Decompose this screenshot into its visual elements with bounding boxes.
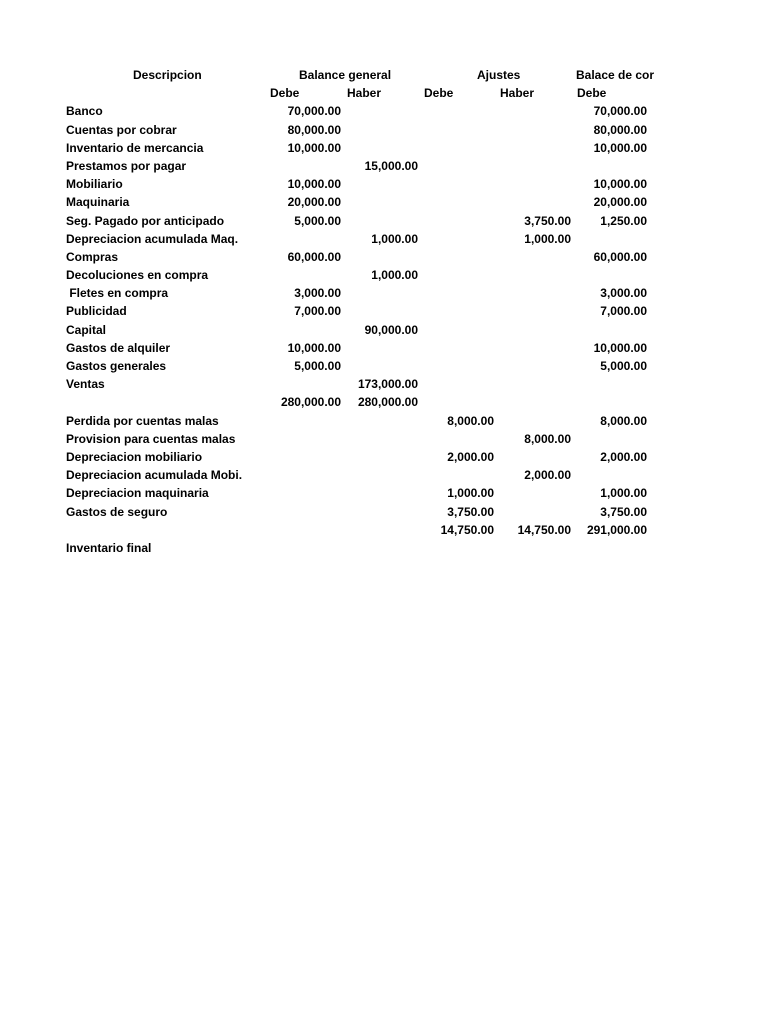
row-amount-c1: 5,000.00 (294, 213, 341, 228)
table-row (0, 284, 660, 302)
table-row (0, 212, 660, 230)
table-row (0, 248, 660, 266)
row-description: Provision para cuentas malas (66, 431, 236, 446)
row-description: Compras (66, 249, 119, 264)
table-row (0, 102, 660, 120)
row-amount-c4: 8,000.00 (524, 431, 571, 446)
table-row (0, 266, 660, 284)
row-amount-c1: 10,000.00 (287, 177, 341, 192)
row-description: Decoluciones en compra (66, 268, 209, 283)
row-description: Prestamos por pagar (66, 158, 187, 173)
row-description: Cuentas por cobrar (66, 122, 177, 137)
row-description: Gastos de seguro (66, 504, 168, 519)
row-amount-c5: 20,000.00 (593, 195, 647, 210)
table-row (0, 412, 660, 430)
header-haber-1: Haber (347, 86, 382, 101)
header-balance-comprobacion: Balace de cor (576, 68, 655, 82)
header-row-columns (0, 84, 660, 102)
table-row (0, 230, 660, 248)
row-amount-c1: 10,000.00 (287, 140, 341, 155)
header-haber-2: Haber (500, 86, 535, 101)
worksheet-table (0, 66, 660, 557)
row-amount-c1: 60,000.00 (287, 249, 341, 264)
row-amount-c3: 1,000.00 (447, 486, 494, 501)
row-amount-c2: 1,000.00 (371, 231, 418, 246)
row-amount-c5: 8,000.00 (600, 413, 647, 428)
row-amount-c5: 7,000.00 (600, 304, 647, 319)
table-row (0, 539, 660, 557)
table-row (0, 375, 660, 393)
row-amount-c4: 1,000.00 (524, 231, 571, 246)
row-amount-c1: 80,000.00 (287, 122, 341, 137)
table-row (0, 157, 660, 175)
table-row (0, 139, 660, 157)
header-debe-2: Debe (424, 86, 454, 101)
table-row (0, 484, 660, 502)
header-row-groups (0, 66, 660, 84)
row-amount-c5: 10,000.00 (593, 177, 647, 192)
row-description: Depreciacion maquinaria (66, 486, 209, 501)
row-amount-c1: 5,000.00 (294, 359, 341, 373)
row-amount-c3: 2,000.00 (447, 449, 494, 464)
row-amount-c5: 3,750.00 (600, 504, 647, 519)
table-row (0, 448, 660, 466)
table-row (0, 393, 660, 411)
table-row (0, 121, 660, 139)
row-description: Depreciacion acumulada Maq. (66, 231, 239, 246)
row-amount-c5: 5,000.00 (600, 359, 647, 373)
row-amount-c3: 3,750.00 (447, 504, 494, 519)
row-description: Capital (66, 322, 107, 337)
row-amount-c4: 14,750.00 (517, 522, 571, 537)
row-amount-c4: 3,750.00 (524, 213, 571, 228)
row-amount-c4: 2,000.00 (524, 468, 571, 483)
row-description: Inventario de mercancia (66, 140, 204, 155)
row-amount-c1: 10,000.00 (287, 340, 341, 355)
header-ajustes: Ajustes (477, 68, 521, 82)
row-description: Maquinaria (66, 195, 130, 210)
row-amount-c5: 2,000.00 (600, 449, 647, 464)
row-amount-c5: 1,000.00 (600, 486, 647, 501)
row-amount-c5: 1,250.00 (600, 213, 647, 228)
row-description: Banco (66, 104, 103, 119)
row-amount-c1: 70,000.00 (287, 104, 341, 119)
row-description: Gastos generales (66, 359, 167, 373)
row-amount-c5: 291,000.00 (586, 522, 647, 537)
row-description: Gastos de alquiler (66, 340, 171, 355)
table-row (0, 357, 660, 375)
row-amount-c3: 14,750.00 (440, 522, 494, 537)
row-description: Perdida por cuentas malas (66, 413, 219, 428)
row-amount-c1: 280,000.00 (280, 395, 341, 410)
row-amount-c2: 173,000.00 (357, 377, 418, 392)
row-description: Seg. Pagado por anticipado (66, 213, 225, 228)
row-amount-c5: 10,000.00 (593, 340, 647, 355)
header-debe-3: Debe (577, 86, 607, 101)
row-description: Mobiliario (66, 177, 123, 192)
rows-container (0, 102, 660, 557)
header-debe-1: Debe (270, 86, 300, 101)
row-amount-c5: 70,000.00 (593, 104, 647, 119)
row-amount-c2: 15,000.00 (364, 158, 418, 173)
row-amount-c5: 10,000.00 (593, 140, 647, 155)
table-row (0, 175, 660, 193)
row-description: Depreciacion acumulada Mobi. (66, 468, 243, 483)
row-amount-c2: 1,000.00 (371, 268, 418, 283)
row-amount-c5: 3,000.00 (600, 286, 647, 301)
header-balance-general: Balance general (299, 68, 392, 82)
row-description: Fletes en compra (66, 286, 169, 301)
table-row (0, 339, 660, 357)
row-amount-c2: 90,000.00 (364, 322, 418, 337)
row-description: Publicidad (66, 304, 127, 319)
row-amount-c2: 280,000.00 (357, 395, 418, 410)
row-amount-c5: 60,000.00 (593, 249, 647, 264)
row-amount-c1: 20,000.00 (287, 195, 341, 210)
table-row (0, 430, 660, 448)
row-amount-c1: 3,000.00 (294, 286, 341, 301)
row-description: Inventario final (66, 540, 152, 555)
table-row (0, 521, 660, 539)
row-description: Ventas (66, 377, 105, 392)
row-description: Depreciacion mobiliario (66, 449, 203, 464)
table-row (0, 466, 660, 484)
row-amount-c3: 8,000.00 (447, 413, 494, 428)
table-row (0, 321, 660, 339)
table-row (0, 503, 660, 521)
row-amount-c1: 7,000.00 (294, 304, 341, 319)
table-row (0, 302, 660, 320)
table-row (0, 193, 660, 211)
header-descripcion: Descripcion (133, 68, 202, 82)
row-amount-c5: 80,000.00 (593, 122, 647, 137)
